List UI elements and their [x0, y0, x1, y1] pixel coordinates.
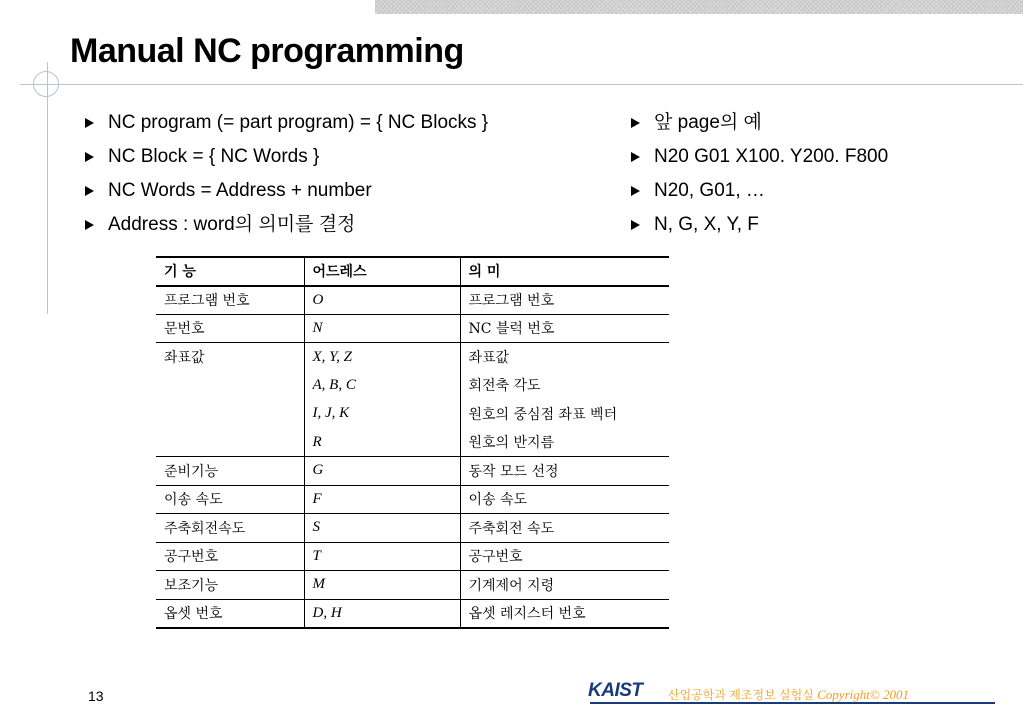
cell-function: 공구번호	[164, 549, 219, 566]
cell-address: X, Y, Z	[304, 343, 460, 372]
cell-address: R	[304, 428, 460, 457]
arrow-bullet-icon	[631, 186, 640, 196]
list-item	[631, 208, 888, 242]
table-row	[156, 457, 669, 486]
cell-function	[156, 371, 304, 400]
cell-meaning: 이송 속도	[460, 485, 669, 514]
table-row	[156, 428, 669, 457]
arrow-bullet-icon	[85, 152, 94, 162]
cell-address: N	[304, 314, 460, 343]
cell-function: 좌표값	[164, 350, 205, 366]
table-row	[156, 286, 669, 315]
table-row	[156, 400, 669, 429]
cell-meaning: NC 블럭 번호	[460, 314, 669, 343]
address-function-table	[156, 256, 669, 629]
bullet-text: 앞 page의 예	[654, 112, 762, 133]
cell-address: F	[304, 485, 460, 514]
cell-address: S	[304, 514, 460, 543]
page-number: 13	[88, 688, 104, 704]
cell-meaning: 좌표값	[460, 343, 669, 372]
accent-circle	[33, 71, 59, 97]
cell-function: 보조기능	[164, 577, 219, 594]
cell-address: I, J, K	[304, 400, 460, 429]
list-item	[631, 140, 888, 174]
list-item	[85, 140, 488, 174]
list-item	[85, 174, 488, 208]
address-function-table-wrap	[156, 256, 669, 629]
cell-meaning: 기계제어 지령	[460, 571, 669, 600]
cell-function	[156, 428, 304, 457]
cell-function: 프로그램 번호	[164, 293, 250, 309]
list-item	[85, 106, 488, 140]
lab-name: 산업공학과 제조정보 실험실	[668, 688, 814, 702]
table-row	[156, 514, 669, 543]
table-header-row	[156, 257, 669, 286]
cell-address: A, B, C	[304, 371, 460, 400]
header-function: 기 능	[164, 264, 196, 281]
cell-address: O	[304, 286, 460, 315]
cell-address: G	[304, 457, 460, 486]
cell-function: 이송 속도	[164, 492, 223, 509]
top-decorative-band	[375, 0, 1023, 14]
list-item	[631, 174, 888, 208]
table-row	[156, 599, 669, 628]
header-address: 어드레스	[304, 257, 460, 286]
bullet-text: NC program (= part program) = { NC Blocks }	[108, 112, 489, 133]
footer-credit	[668, 686, 909, 703]
table-row	[156, 314, 669, 343]
bullet-text: NC Words = Address + number	[108, 180, 372, 201]
arrow-bullet-icon	[631, 220, 640, 230]
arrow-bullet-icon	[631, 118, 640, 128]
cell-meaning: 원호의 반지름	[460, 428, 669, 457]
arrow-bullet-icon	[85, 220, 94, 230]
cell-address: T	[304, 542, 460, 571]
cell-function: 옵셋 번호	[164, 606, 223, 622]
cell-meaning: 공구번호	[460, 542, 669, 571]
table-row	[156, 485, 669, 514]
right-bullet-list	[631, 106, 888, 242]
arrow-bullet-icon	[85, 186, 94, 196]
cell-address: D, H	[304, 599, 460, 628]
vertical-accent-line	[47, 62, 48, 314]
list-item	[85, 208, 488, 242]
copyright-text: Copyright© 2001	[817, 687, 909, 702]
table-row	[156, 371, 669, 400]
title-divider	[20, 84, 1023, 85]
header-meaning: 의 미	[460, 257, 669, 286]
cell-meaning: 주축회전 속도	[460, 514, 669, 543]
cell-meaning: 옵셋 레지스터 번호	[460, 599, 669, 628]
cell-meaning: 원호의 중심점 좌표 벡터	[460, 400, 669, 429]
cell-meaning: 동작 모드 선정	[460, 457, 669, 486]
bullet-text: NC Block = { NC Words }	[108, 146, 320, 167]
bullet-text: N20 G01 X100. Y200. F800	[654, 146, 889, 167]
arrow-bullet-icon	[631, 152, 640, 162]
arrow-bullet-icon	[85, 118, 94, 128]
cell-function: 문번호	[164, 321, 205, 338]
cell-function	[156, 400, 304, 429]
cell-meaning: 회전축 각도	[460, 371, 669, 400]
slide-title: Manual NC programming	[70, 32, 464, 70]
table-row	[156, 571, 669, 600]
bullet-text: Address : word의 의미를 결정	[108, 214, 356, 235]
cell-meaning: 프로그램 번호	[460, 286, 669, 315]
bullet-text: N20, G01, …	[654, 180, 765, 201]
kaist-logo: KAIST	[588, 680, 643, 701]
bullet-text: N, G, X, Y, F	[654, 214, 759, 235]
table-row	[156, 343, 669, 372]
cell-address: M	[304, 571, 460, 600]
table-row	[156, 542, 669, 571]
cell-function: 주축회전속도	[164, 520, 246, 537]
left-bullet-list	[85, 106, 488, 242]
list-item	[631, 106, 888, 140]
cell-function: 준비기능	[164, 463, 219, 480]
